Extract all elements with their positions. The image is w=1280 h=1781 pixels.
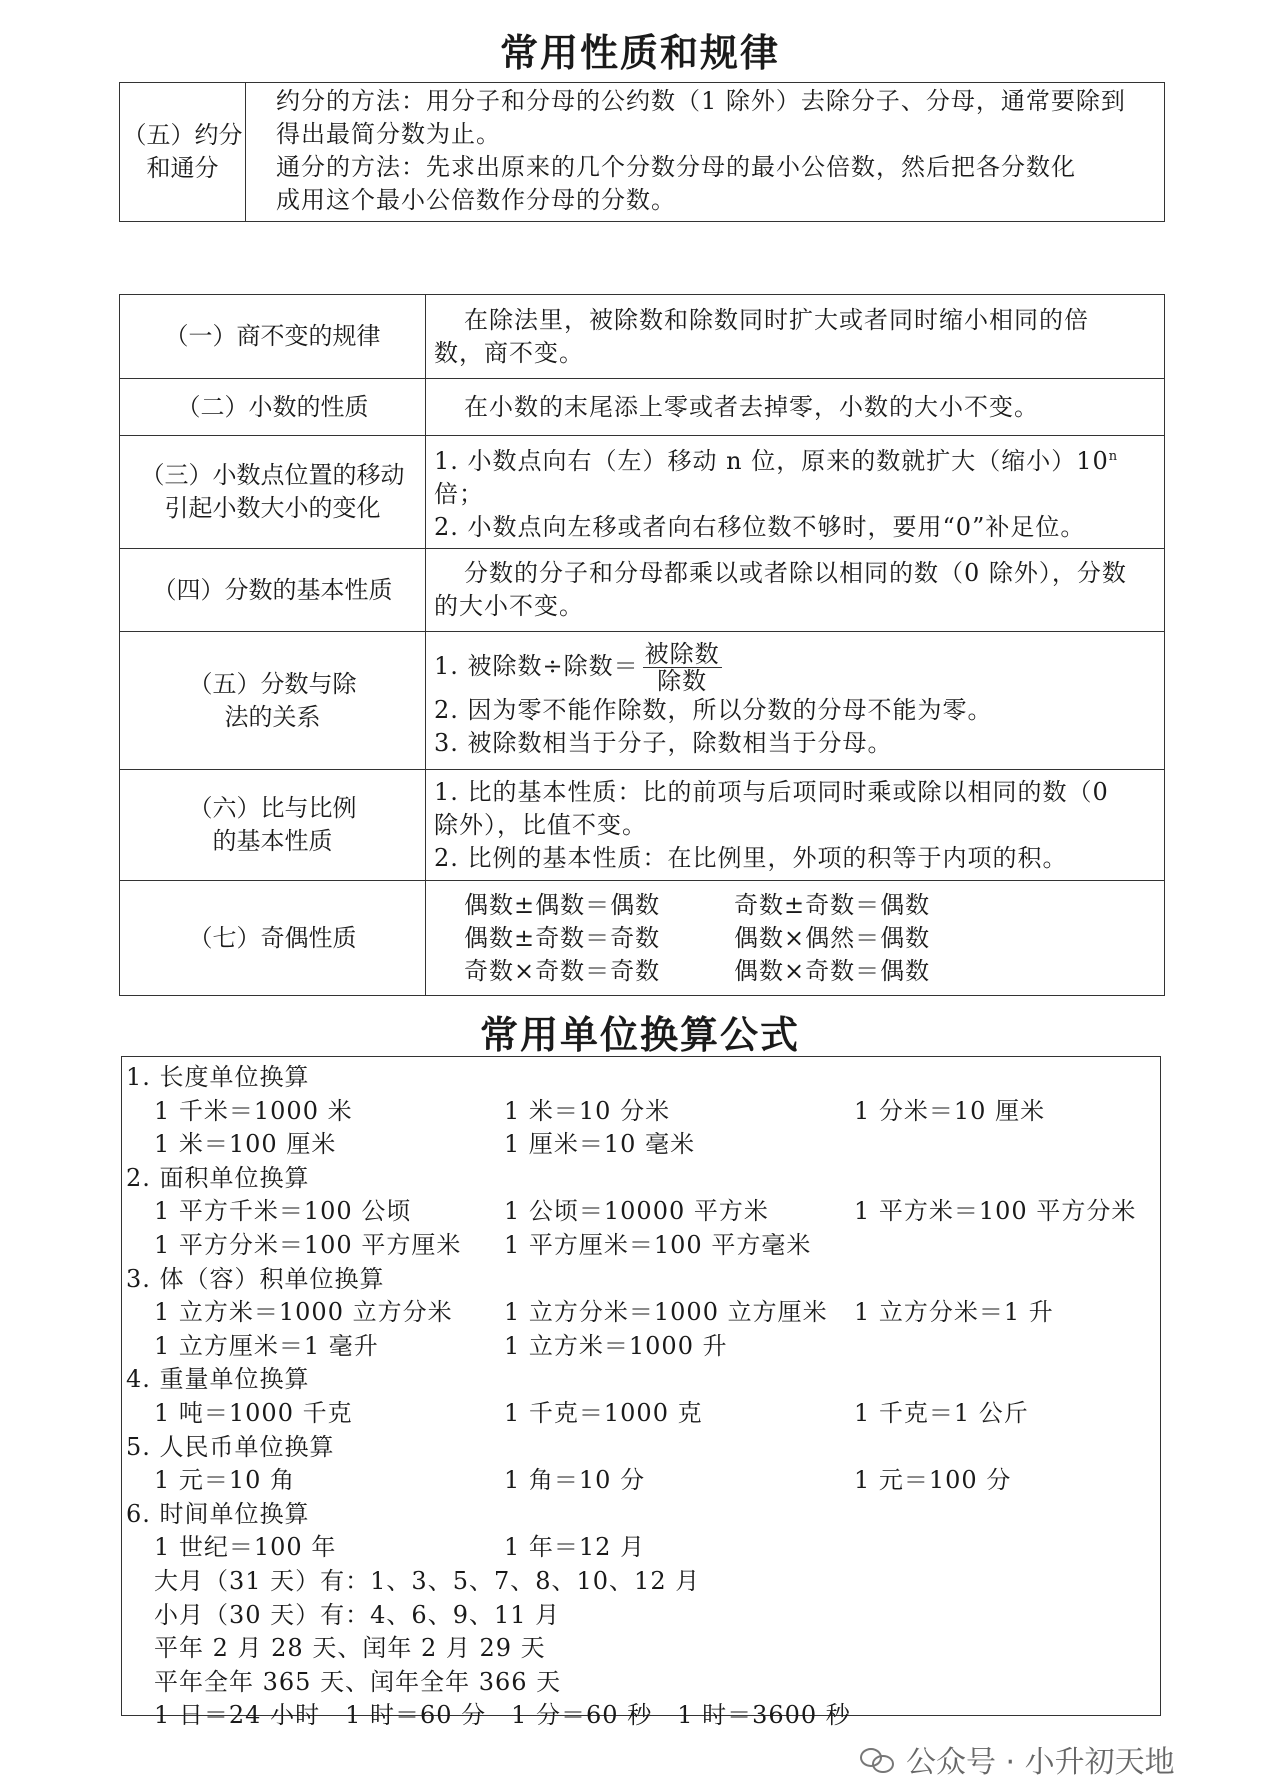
table-row [120, 770, 1165, 881]
text-line: 2. 比例的基本性质：在比例里，外项的积等于内项的积。 [434, 843, 1068, 872]
fraction-denominator: 除数 [657, 667, 708, 695]
unit-text: 平年 2 月 28 天、闰年 2 月 29 天 [154, 1634, 546, 1663]
text-line [434, 440, 1156, 511]
unit-formula: 1 平方千米＝100 公顷 [154, 1197, 412, 1226]
wechat-icon [860, 1746, 894, 1772]
unit-formula: 1 立方米＝1000 升 [504, 1331, 728, 1360]
parity-rule: 偶数×奇数＝偶数 [734, 956, 931, 985]
reduce-fraction-table [119, 82, 1165, 222]
unit-row [126, 1397, 1160, 1431]
parity-rule: 偶数±奇数＝奇数 [464, 923, 661, 952]
watermark [860, 1737, 1175, 1781]
unit-row [126, 1296, 1160, 1330]
unit-row [126, 1330, 1160, 1364]
text-line: 2. 因为零不能作除数，所以分数的分母不能为零。 [434, 696, 993, 724]
unit-row [126, 1666, 1160, 1700]
label-line: 法的关系 [224, 702, 321, 731]
section-title-units: 常用单位换算公式 [479, 1013, 800, 1057]
unit-formula: 1 平方分米＝100 平方厘米 [154, 1230, 462, 1259]
row-content [426, 632, 1165, 770]
unit-formula: 1 角＝10 分 [504, 1466, 646, 1495]
unit-row [126, 1128, 1160, 1162]
unit-formula: 1 立方米＝1000 立方分米 [154, 1298, 453, 1327]
table-row [120, 295, 1165, 379]
row-content [426, 770, 1165, 881]
unit-group-heading: 1. 长度单位换算 [126, 1063, 310, 1091]
unit-group-heading: 4. 重量单位换算 [126, 1365, 310, 1394]
unit-formula: 1 千克＝1000 克 [504, 1398, 703, 1427]
unit-group-heading: 2. 面积单位换算 [126, 1163, 310, 1192]
text-line: 的大小不变。 [434, 592, 584, 620]
fraction-numerator: 被除数 [644, 640, 720, 668]
unit-row [126, 1095, 1160, 1129]
label-line: 的基本性质 [212, 827, 333, 855]
unit-formula: 1 立方厘米＝1 毫升 [154, 1331, 379, 1360]
parity-rule: 偶数±偶数＝偶数 [464, 890, 661, 919]
text-line: 除外），比值不变。 [434, 810, 647, 839]
row-content [246, 83, 1165, 222]
label-line: （五）分数与除 [188, 669, 357, 698]
row-content [426, 379, 1165, 436]
unit-text: 1 日＝24 小时 1 时＝60 分 1 分＝60 秒 1 时＝3600 秒 [154, 1701, 851, 1730]
text-line: 在除法里，被除数和除数同时扩大或者同时缩小相同的倍 [464, 305, 1089, 334]
exponent: n [1108, 449, 1119, 464]
unit-formula: 1 元＝100 分 [854, 1466, 1012, 1495]
section-title-properties: 常用性质和规律 [499, 31, 780, 75]
unit-formula: 1 立方分米＝1 升 [854, 1298, 1054, 1327]
unit-group-heading: 3. 体（容）积单位换算 [126, 1264, 385, 1293]
unit-row [126, 1464, 1160, 1498]
row-label: （二）小数的性质 [120, 379, 426, 436]
text-line: 分数的分子和分母都乘以或者除以相同的数（0 除外），分数 [464, 559, 1127, 587]
table-row [120, 881, 1165, 996]
text-line: 2. 小数点向左移或者向右移位数不够时，要用“0”补足位。 [434, 513, 1086, 541]
unit-formula: 1 分米＝10 厘米 [854, 1096, 1046, 1125]
parity-grid [434, 889, 1156, 988]
unit-formula: 1 米＝10 分米 [504, 1096, 671, 1125]
unit-row [126, 1195, 1160, 1229]
unit-text: 小月（30 天）有：4、6、9、11 月 [154, 1600, 561, 1629]
row-label [120, 770, 426, 881]
text-line: 得出最简分数为止。 [276, 120, 501, 148]
text-line: 3. 被除数相当于分子，除数相当于分母。 [434, 729, 893, 757]
unit-row [126, 1699, 1160, 1733]
row-content [426, 549, 1165, 632]
unit-conversion-box [121, 1056, 1161, 1730]
text-line: 成用这个最小公倍数作分母的分数。 [276, 186, 676, 214]
label-line: 引起小数大小的变化 [164, 494, 381, 522]
unit-formula: 1 世纪＝100 年 [154, 1533, 337, 1562]
row-label [120, 83, 246, 222]
unit-formula: 1 千米＝1000 米 [154, 1096, 353, 1125]
unit-row [126, 1599, 1160, 1633]
text-line: 通分的方法：先求出原来的几个分数分母的最小公倍数，然后把各分数化 [276, 153, 1076, 181]
text-span: 1. 小数点向右（左）移动 n 位，原来的数就扩大（缩小）10 [434, 447, 1109, 475]
text-line [434, 641, 1156, 694]
unit-formula: 1 立方分米＝1000 立方厘米 [504, 1298, 828, 1327]
unit-group-heading: 6. 时间单位换算 [126, 1499, 310, 1528]
unit-formula: 1 元＝10 角 [154, 1466, 296, 1495]
row-label: （四）分数的基本性质 [120, 549, 426, 632]
table-row [120, 549, 1165, 632]
properties-table [119, 294, 1165, 996]
unit-formula: 1 平方米＝100 平方分米 [854, 1197, 1137, 1226]
parity-rule: 奇数±奇数＝偶数 [734, 890, 931, 919]
unit-row [126, 1229, 1160, 1263]
unit-text: 平年全年 365 天、闰年全年 366 天 [154, 1667, 562, 1696]
row-label [120, 436, 426, 549]
unit-formula: 1 平方厘米＝100 平方毫米 [504, 1230, 812, 1259]
row-label: （一）商不变的规律 [120, 295, 426, 379]
table-row [120, 379, 1165, 436]
unit-formula: 1 年＝12 月 [504, 1533, 646, 1562]
table-row [120, 436, 1165, 549]
unit-row [126, 1632, 1160, 1666]
row-content [426, 436, 1165, 549]
text-line: 1. 比的基本性质：比的前项与后项同时乘或除以相同的数（0 [434, 777, 1109, 806]
row-label: （七）奇偶性质 [120, 881, 426, 996]
unit-formula: 1 公顷＝10000 平方米 [504, 1197, 769, 1226]
table-row [120, 632, 1165, 770]
watermark-text: 公众号 · 小升初天地 [906, 1745, 1175, 1780]
label-line: （三）小数点位置的移动 [140, 461, 405, 489]
text-span: 倍； [434, 480, 484, 508]
row-content [426, 295, 1165, 379]
label-line: 和通分 [146, 154, 219, 182]
unit-formula: 1 厘米＝10 毫米 [504, 1130, 696, 1159]
unit-formula: 1 吨＝1000 千克 [154, 1398, 353, 1427]
row-label [120, 632, 426, 770]
unit-formula: 1 米＝100 厘米 [154, 1130, 337, 1159]
unit-group-heading: 5. 人民币单位换算 [126, 1432, 335, 1461]
unit-row [126, 1531, 1160, 1565]
unit-row [126, 1565, 1160, 1599]
label-line: （六）比与比例 [188, 794, 357, 822]
text-line: 约分的方法：用分子和分母的公约数（1 除外）去除分子、分母，通常要除到 [276, 87, 1126, 115]
text-line: 在小数的末尾添上零或者去掉零，小数的大小不变。 [464, 392, 1039, 421]
unit-formula: 1 千克＝1 公斤 [854, 1398, 1029, 1427]
parity-rule: 奇数×奇数＝奇数 [464, 956, 661, 985]
row-content [426, 881, 1165, 996]
parity-rule: 偶数×偶然＝偶数 [734, 923, 931, 952]
text-line: 数，商不变。 [434, 338, 584, 367]
label-line: （五）约分 [122, 121, 243, 149]
text-span: 1. 被除数÷除数＝ [434, 652, 639, 680]
unit-text: 大月（31 天）有：1、3、5、7、8、10、12 月 [154, 1566, 701, 1595]
fraction [643, 641, 722, 694]
